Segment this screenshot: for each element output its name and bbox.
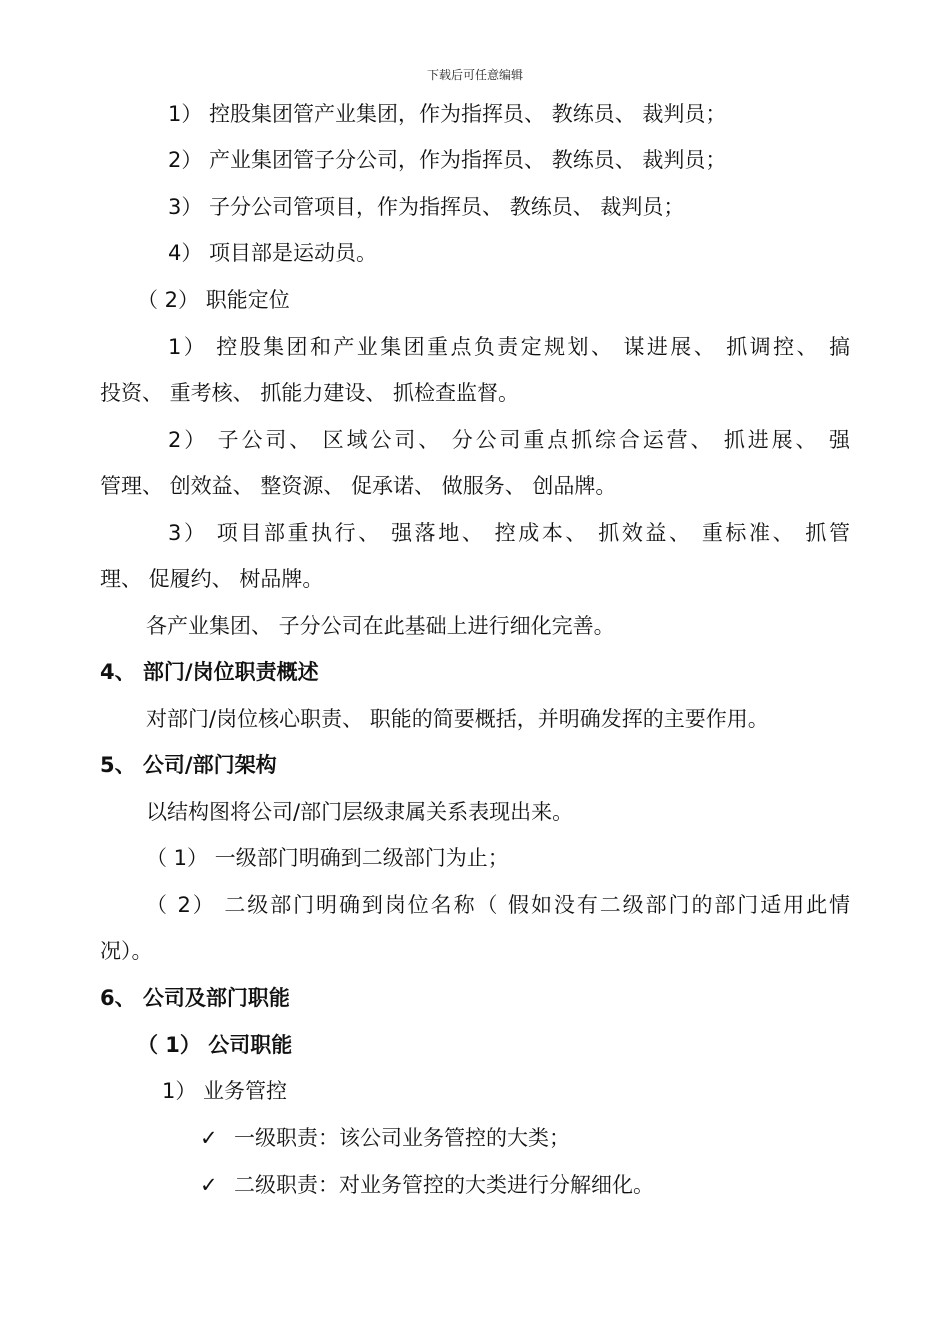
list-item — [200, 1170, 654, 1200]
list-item-text: 一级职责：该公司业务管控的大类； — [234, 1126, 570, 1150]
section-heading: 6、 公司及部门职能 — [100, 986, 290, 1010]
paragraph-line: 1） 控股集团和产业集团重点负责定规划、 谋进展、 抓调控、 搞 — [168, 335, 850, 359]
list-item: 4） 项目部是运动员。 — [168, 241, 378, 265]
checkmark-icon: ✓ — [200, 1173, 218, 1197]
paragraph-line: 况）。 — [100, 939, 153, 963]
paragraph-line: 理、 促履约、 树品牌。 — [100, 567, 324, 591]
section-heading: （ 2） 职能定位 — [137, 288, 290, 312]
list-item: 3） 子分公司管项目，作为指挥员、 教练员、 裁判员； — [168, 195, 685, 219]
paragraph-line: 2） 子公司、 区域公司、 分公司重点抓综合运营、 抓进展、 强 — [168, 428, 850, 452]
list-item — [200, 1123, 570, 1153]
paragraph-line: 对部门/岗位核心职责、 职能的简要概括，并明确发挥的主要作用。 — [146, 707, 769, 731]
checkmark-icon: ✓ — [200, 1126, 218, 1150]
list-item: 1） 业务管控 — [162, 1079, 288, 1103]
list-item: 2） 产业集团管子分公司，作为指挥员、 教练员、 裁判员； — [168, 148, 727, 172]
subsection-heading: （ 1） 公司职能 — [137, 1033, 293, 1057]
section-heading: 5、 公司/部门架构 — [100, 753, 277, 777]
paragraph-line: 管理、 创效益、 整资源、 促承诺、 做服务、 创品牌。 — [100, 474, 617, 498]
list-item: （ 1） 一级部门明确到二级部门为止； — [146, 846, 509, 870]
list-item: （ 2） 二级部门明确到岗位名称（ 假如没有二级部门的部门适用此情 — [146, 893, 850, 917]
list-item: 1） 控股集团管产业集团，作为指挥员、 教练员、 裁判员； — [168, 102, 727, 126]
section-heading: 4、 部门/岗位职责概述 — [100, 660, 319, 684]
paragraph-line: 以结构图将公司/部门层级隶属关系表现出来。 — [146, 800, 574, 824]
paragraph-line: 投资、 重考核、 抓能力建设、 抓检查监督。 — [100, 381, 520, 405]
page-header: 下载后可任意编辑 — [426, 68, 523, 82]
list-item-text: 二级职责：对业务管控的大类进行分解细化。 — [234, 1173, 654, 1197]
paragraph-line: 各产业集团、 子分公司在此基础上进行细化完善。 — [146, 614, 615, 638]
paragraph-line: 3） 项目部重执行、 强落地、 控成本、 抓效益、 重标准、 抓管 — [168, 521, 850, 545]
